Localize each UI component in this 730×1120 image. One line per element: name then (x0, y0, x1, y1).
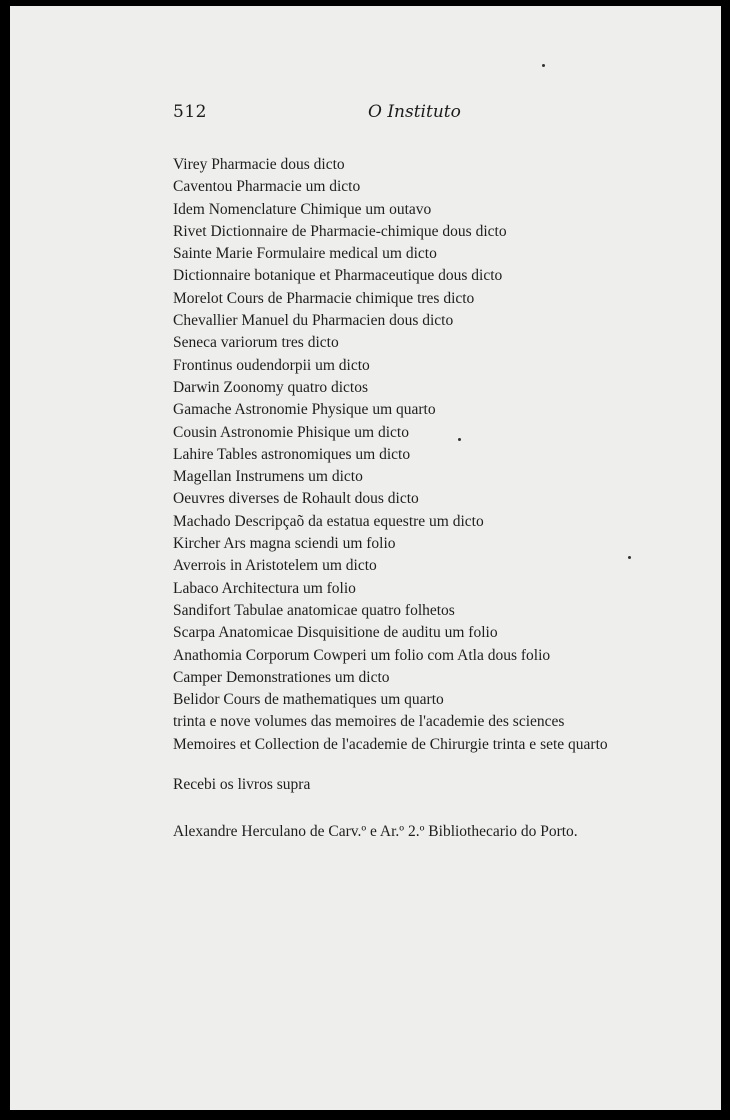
book-entry: Morelot Cours de Pharmacie chimique tres dicto (173, 289, 475, 307)
paper-speck (628, 556, 631, 559)
book-entry: Magellan Instrumens um dicto (173, 468, 363, 486)
book-entry: Labaco Architectura um folio (173, 579, 356, 597)
book-entry: Anathomia Corporum Cowperi um folio com Atla dous folio (173, 646, 551, 664)
running-title: O Instituto (368, 102, 461, 122)
book-entry: Sandifort Tabulae anatomicae quatro folhetos (173, 601, 455, 619)
book-entry: Scarpa Anatomicae Disquisitione de auditu um folio (173, 624, 498, 642)
book-entry: Rivet Dictionnaire de Pharmacie-chimique dous dicto (173, 222, 507, 240)
book-entry: Gamache Astronomie Physique um quarto (173, 401, 436, 419)
book-entry: Oeuvres diverses de Rohault dous dicto (173, 490, 419, 508)
book-entry: trinta e nove volumes das memoires de l'academie des sciences (173, 713, 565, 731)
book-entry: Caventou Pharmacie um dicto (173, 178, 361, 196)
book-entry: Lahire Tables astronomiques um dicto (173, 445, 411, 463)
page-header (173, 102, 613, 128)
paper-speck (542, 64, 545, 67)
book-entry: Idem Nomenclature Chimique um outavo (173, 200, 432, 218)
paper-speck (458, 438, 461, 441)
book-entry: Memoires et Collection de l'academie de Chirurgie trinta e sete quarto (173, 735, 608, 753)
book-entry: Frontinus oudendorpii um dicto (173, 356, 370, 374)
page-number: 512 (173, 102, 207, 122)
book-entry: Seneca variorum tres dicto (173, 334, 339, 352)
book-entry: Dictionnaire botanique et Pharmaceutique dous dicto (173, 267, 503, 285)
book-entry: Averrois in Aristotelem um dicto (173, 557, 377, 575)
receipt-note: Recebi os livros supra (173, 776, 311, 793)
book-entry: Kircher Ars magna sciendi um folio (173, 535, 396, 553)
book-entry: Darwin Zoonomy quatro dictos (173, 378, 369, 396)
book-entry: Camper Demonstrationes um dicto (173, 668, 390, 686)
book-entry: Sainte Marie Formulaire medical um dicto (173, 245, 437, 263)
book-list (173, 154, 693, 756)
book-entry: Machado Descripçaõ da estatua equestre um dicto (173, 512, 484, 530)
book-entry: Cousin Astronomie Phisique um dicto (173, 423, 409, 441)
signature-line: Alexandre Herculano de Carv.º e Ar.º 2.º Bibliothecario do Porto. (173, 823, 578, 840)
document-page (10, 6, 721, 1110)
book-entry: Virey Pharmacie dous dicto (173, 156, 345, 173)
book-entry: Chevallier Manuel du Pharmacien dous dicto (173, 312, 454, 330)
book-entry: Belidor Cours de mathematiques um quarto (173, 691, 444, 709)
